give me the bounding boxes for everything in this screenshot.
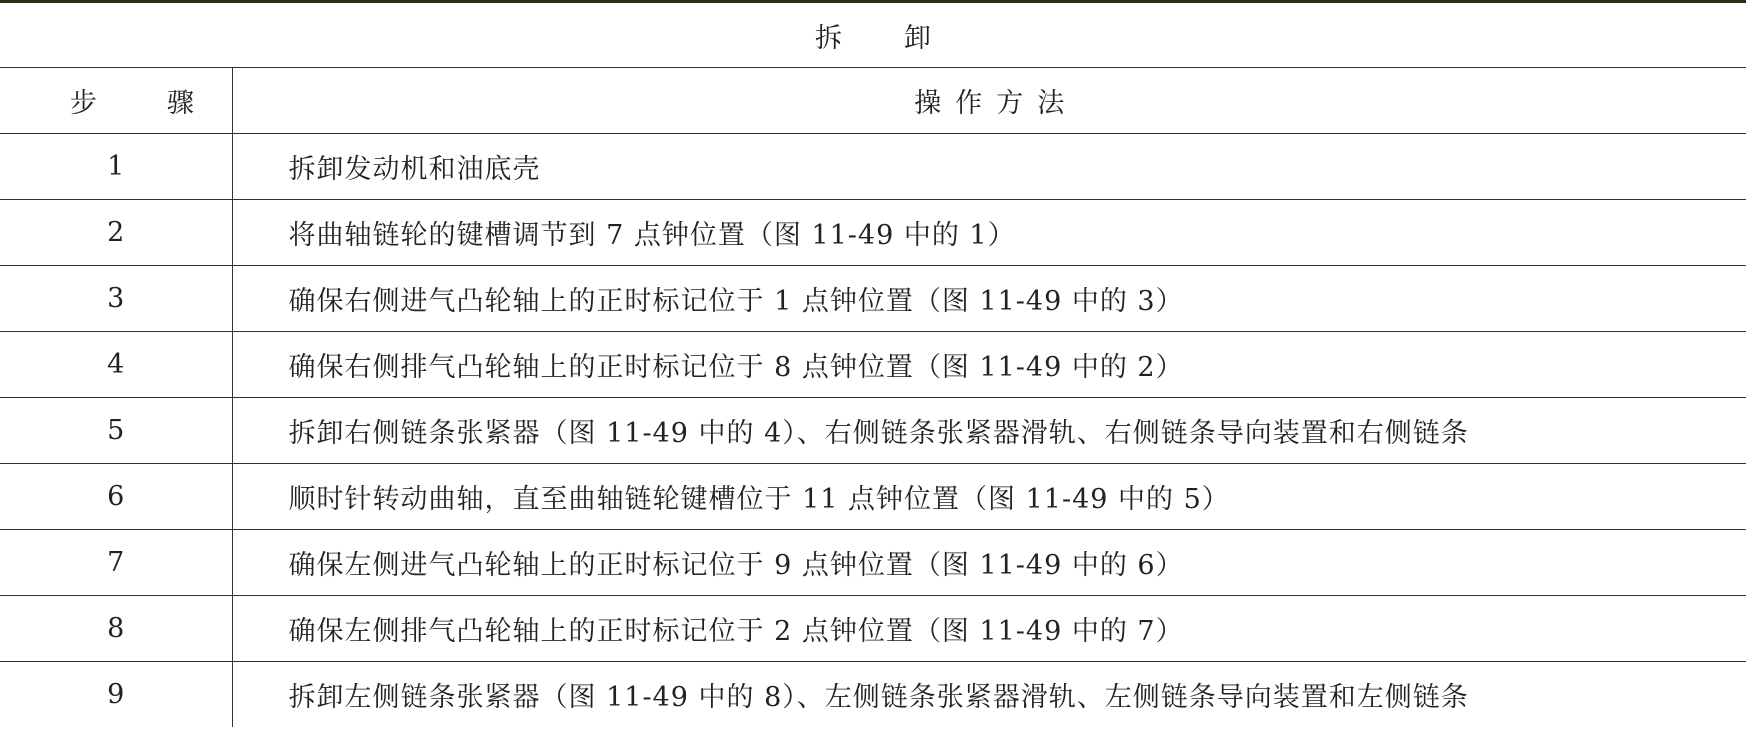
operation-text: 确保左侧排气凸轮轴上的正时标记位于 2 点钟位置（图 11-49 中的 7） [232, 596, 1746, 662]
operation-column-header: 操作方法 [232, 68, 1746, 134]
step-number: 8 [0, 596, 232, 662]
table-row [0, 266, 1746, 332]
operation-text: 将曲轴链轮的键槽调节到 7 点钟位置（图 11-49 中的 1） [232, 200, 1746, 266]
step-number: 7 [0, 530, 232, 596]
operation-text: 确保右侧进气凸轮轴上的正时标记位于 1 点钟位置（图 11-49 中的 3） [232, 266, 1746, 332]
step-column-header: 步骤 [0, 68, 232, 134]
step-number: 2 [0, 200, 232, 266]
step-number: 1 [0, 134, 232, 200]
operation-text: 拆卸右侧链条张紧器（图 11-49 中的 4）、右侧链条张紧器滑轨、右侧链条导向装置和右侧链条 [232, 398, 1746, 464]
table-row [0, 332, 1746, 398]
operation-text: 确保左侧进气凸轮轴上的正时标记位于 9 点钟位置（图 11-49 中的 6） [232, 530, 1746, 596]
table-title-row [0, 3, 1746, 68]
step-number: 4 [0, 332, 232, 398]
procedure-table [0, 3, 1746, 727]
table-row [0, 464, 1746, 530]
step-number: 3 [0, 266, 232, 332]
table-row [0, 398, 1746, 464]
step-number: 6 [0, 464, 232, 530]
table-row [0, 530, 1746, 596]
step-number: 9 [0, 662, 232, 728]
table-header-row [0, 68, 1746, 134]
operation-text: 拆卸左侧链条张紧器（图 11-49 中的 8）、左侧链条张紧器滑轨、左侧链条导向装置和左侧链条 [288, 682, 1469, 713]
table-row [0, 596, 1746, 662]
table-row [0, 200, 1746, 266]
table-title: 拆卸 [0, 3, 1746, 68]
operation-text: 确保右侧排气凸轮轴上的正时标记位于 8 点钟位置（图 11-49 中的 2） [232, 332, 1746, 398]
step-number: 5 [0, 398, 232, 464]
table-row [0, 662, 1746, 728]
table-row [0, 134, 1746, 200]
operation-text: 顺时针转动曲轴，直至曲轴链轮键槽位于 11 点钟位置（图 11-49 中的 5） [232, 464, 1746, 530]
operation-text: 拆卸发动机和油底壳 [232, 134, 1746, 200]
